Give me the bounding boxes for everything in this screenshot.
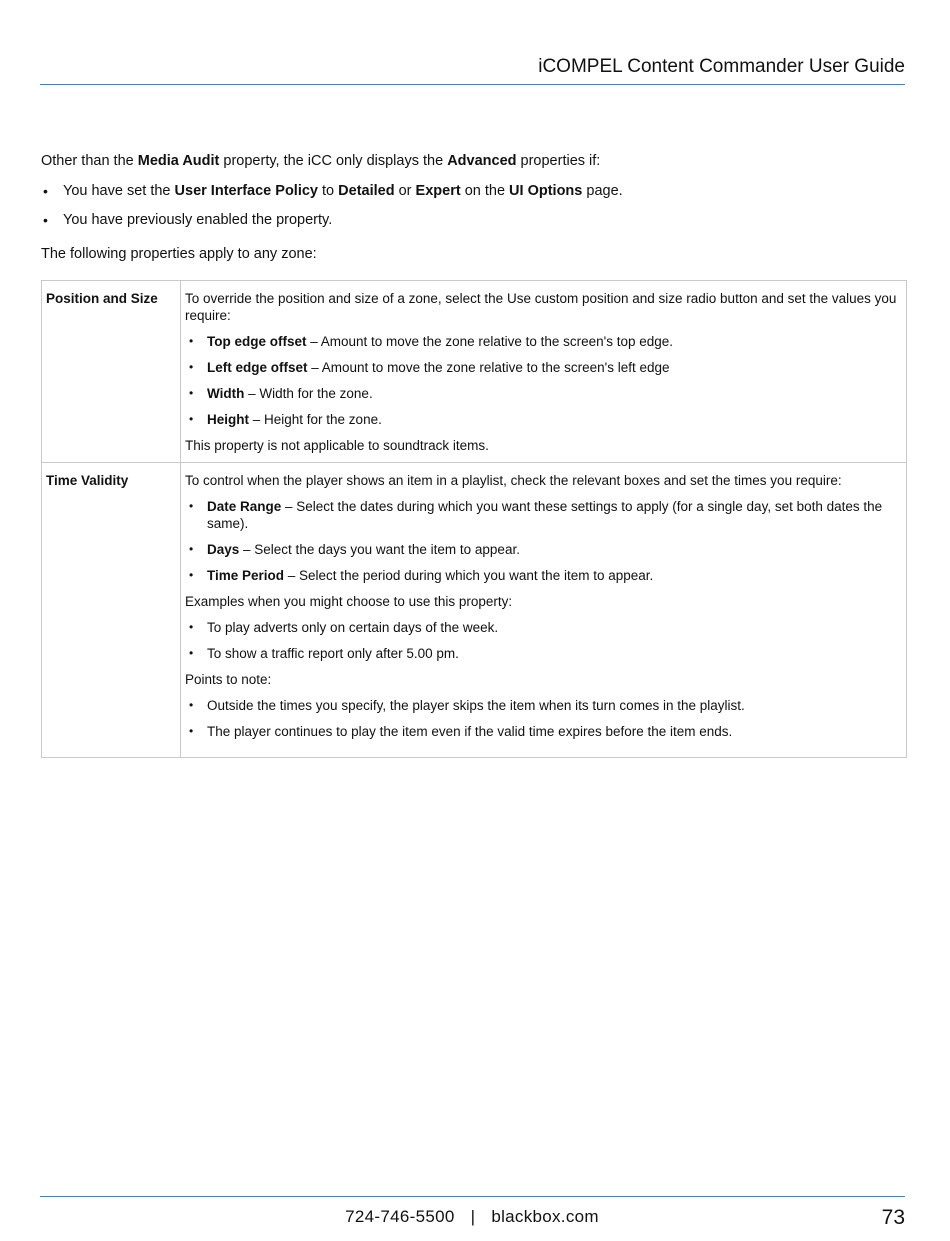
notes-list	[185, 697, 902, 740]
text-run: – Select the period during which you want the item to appear.	[284, 568, 654, 583]
examples-list	[185, 619, 902, 662]
list-item	[185, 541, 902, 558]
text-run: You have set the	[63, 183, 175, 199]
list-item	[185, 411, 902, 428]
table-row	[42, 281, 907, 463]
page-number: 73	[881, 1206, 905, 1229]
list-item: • The player continues to play the item even if the valid time expires before the item ends.	[185, 723, 902, 740]
bold-term: Height	[207, 412, 249, 427]
list-item	[185, 333, 902, 350]
list-item	[185, 567, 902, 584]
bold-term: Width	[207, 386, 245, 401]
text-run: – Amount to move the zone relative to the screen's top edge.	[306, 334, 674, 349]
list-item	[185, 359, 902, 376]
running-header-title: iCOMPEL Content Commander User Guide	[538, 56, 905, 77]
footer-divider	[40, 1196, 905, 1197]
list-item: • To play adverts only on certain days of the week.	[185, 619, 902, 636]
property-description	[181, 281, 907, 463]
text-run: or	[394, 183, 416, 199]
bold-term: Top edge offset	[207, 334, 307, 349]
property-name: Time Validity	[42, 463, 181, 758]
intro-paragraph	[41, 151, 905, 171]
property-name: Position and Size	[42, 281, 181, 463]
list-item: • Outside the times you specify, the player skips the item when its turn comes in the playlist.	[185, 697, 902, 714]
bold-term: Days	[207, 542, 240, 557]
text-run: – Select the dates during which you want these settings to apply (for a single day, set both dates the same).	[207, 499, 883, 531]
bold-term: Left edge offset	[207, 360, 308, 375]
text-run: to	[318, 183, 339, 199]
note-text: This property is not applicable to soundtrack items.	[185, 438, 489, 453]
text-run: – Width for the zone.	[244, 386, 373, 401]
intro-bullet: • You have previously enabled the property.	[41, 210, 905, 230]
bold-term: Time Period	[207, 568, 285, 583]
text-run: property, the iCC only displays the	[219, 153, 448, 169]
intro-bullet-list	[41, 181, 905, 230]
text-run: properties if:	[516, 153, 601, 169]
description-text: To override the position and size of a zone, select the Use custom position and size radio button and set the values you require:	[185, 291, 897, 323]
header-divider	[40, 84, 905, 85]
bold-term: User Interface Policy	[174, 183, 318, 199]
footer-contact	[0, 1207, 944, 1227]
property-description	[181, 463, 907, 758]
bold-term: UI Options	[509, 183, 583, 199]
intro-section	[41, 151, 905, 264]
website-link: blackbox.com	[491, 1207, 599, 1226]
text-run: – Height for the zone.	[249, 412, 382, 427]
text-run: – Amount to move the zone relative to the screen's left edge	[307, 360, 670, 375]
following-paragraph: The following properties apply to any zone:	[41, 246, 317, 262]
bold-term: Expert	[415, 183, 461, 199]
bold-term: Detailed	[338, 183, 395, 199]
settings-list	[185, 333, 902, 428]
list-item: • To show a traffic report only after 5.00 pm.	[185, 645, 902, 662]
notes-heading: Points to note:	[185, 672, 272, 687]
description-text: To control when the player shows an item in a playlist, check the relevant boxes and set the times you require:	[185, 473, 842, 488]
bold-term: Date Range	[207, 499, 282, 514]
bold-term: Advanced	[447, 153, 517, 169]
bold-term: Media Audit	[137, 153, 220, 169]
text-run: Other than the	[41, 153, 138, 169]
settings-list	[185, 498, 902, 584]
footer-separator: |	[470, 1207, 476, 1226]
examples-heading: Examples when you might choose to use this property:	[185, 594, 513, 609]
intro-bullet	[41, 181, 905, 201]
zone-properties-table	[41, 280, 907, 758]
text-run: page.	[582, 183, 623, 199]
table-row	[42, 463, 907, 758]
phone-number: 724-746-5500	[345, 1207, 455, 1226]
text-run: on the	[460, 183, 510, 199]
list-item	[185, 498, 902, 532]
text-run: – Select the days you want the item to appear.	[239, 542, 520, 557]
list-item	[185, 385, 902, 402]
